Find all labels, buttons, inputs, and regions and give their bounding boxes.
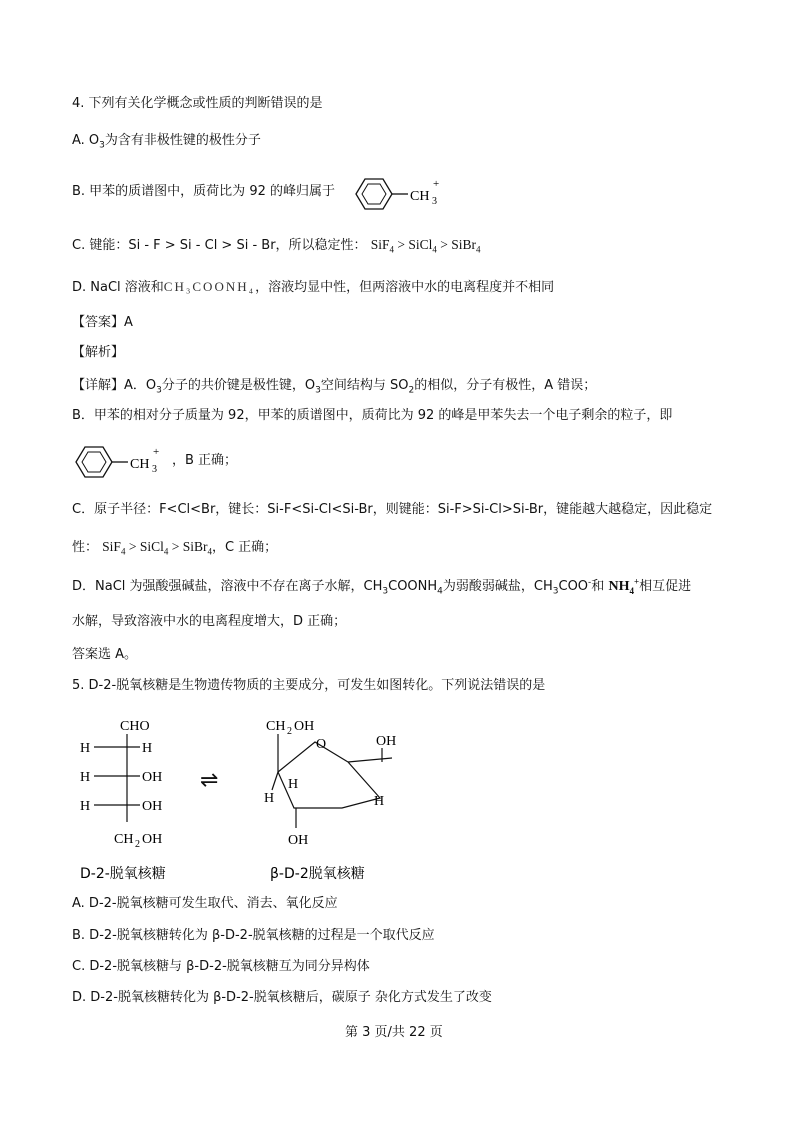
analysis-q4-b-line1: B．甲苯的相对分子质量为 92，甲苯的质谱图中，质荷比为 92 的峰是甲苯失去一个电子剩余的粒子，即 xyxy=(72,408,673,423)
analysis-q4-b-line2: ，B 正确； xyxy=(172,453,238,468)
svg-text:2: 2 xyxy=(135,839,140,850)
svg-text:3: 3 xyxy=(152,464,157,475)
svg-text:OH: OH xyxy=(142,770,163,785)
q4-option-b: B. 甲苯的质谱图中，质荷比为 92 的峰归属于 xyxy=(72,184,335,199)
svg-text:2: 2 xyxy=(287,726,292,737)
stability-formula-1: SiF$_4$ > SiCl$_4$ > SiBr$_4$ xyxy=(370,237,481,255)
svg-text:β-D-2脱氧核糖: β-D-2脱氧核糖 xyxy=(270,866,365,882)
equilibrium-arrow: ⇌ xyxy=(200,768,219,793)
ch3coonh4-formula: CH₃COONH₄ xyxy=(163,279,256,294)
analysis-q4-a: 【详解】A．$O_3$分子的共价键是极性键，$O_3$空间结构与 $SO_2$的相似，分子有极性，A 错误； xyxy=(72,378,597,396)
analysis-q4-d-line1: D．NaCl 为强酸强碱盐，溶液中不存在离子水解，$CH_3COONH_4$为弱酸弱碱盐，$CH_3COO^-$和 $NH_4^+$相互促进 xyxy=(72,576,692,597)
svg-text:OH: OH xyxy=(142,832,163,847)
q5-stem: 5. D-2-脱氧核糖是生物遗传物质的主要成分，可发生如图转化。下列说法错误的是 xyxy=(72,678,546,693)
analysis-q4-label: 【解析】 xyxy=(72,345,125,360)
svg-text:+: + xyxy=(153,446,160,458)
q5-option-c: C. D-2-脱氧核糖与 β-D-2-脱氧核糖互为同分异构体 xyxy=(72,959,370,974)
svg-text:H: H xyxy=(288,777,299,792)
toluene-cation-structure-2 xyxy=(72,438,172,484)
svg-text:OH: OH xyxy=(142,799,163,814)
q4-option-a: A. $O_3$为含有非极性键的极性分子 xyxy=(72,133,261,151)
svg-text:H: H xyxy=(142,741,153,756)
svg-text:CH: CH xyxy=(130,457,150,472)
page-footer: 第 3 页/共 22 页 xyxy=(345,1025,443,1040)
answer-q4: 【答案】A xyxy=(72,315,133,330)
stability-formula-2: SiF$_4$ > SiCl$_4$ > SiBr$_4$ xyxy=(102,539,212,557)
q4-option-d: D. NaCl 溶液和CH₃COONH₄，溶液均显中性，但两溶液中水的电离程度并不相同 xyxy=(72,279,555,295)
svg-text:+: + xyxy=(433,178,440,190)
svg-text:CHO: CHO xyxy=(120,719,150,734)
q5-option-a: A. D-2-脱氧核糖可发生取代、消去、氧化反应 xyxy=(72,896,338,911)
q4-stem: 4. 下列有关化学概念或性质的判断错误的是 xyxy=(72,96,323,111)
q5-option-d: D. D-2-脱氧核糖转化为 β-D-2-脱氧核糖后，碳原子 杂化方式发生了改变 xyxy=(72,990,492,1005)
svg-text:H: H xyxy=(374,794,385,809)
svg-text:OH: OH xyxy=(376,734,397,749)
d2-deoxyribose-fischer xyxy=(72,710,222,885)
svg-text:OH: OH xyxy=(288,833,309,848)
analysis-q4-c-line2: 性： SiF$_4$ > SiCl$_4$ > SiBr$_4$，C 正确； xyxy=(72,539,278,557)
svg-text:CH: CH xyxy=(410,189,430,204)
nh4-ion: $NH_4^+$ xyxy=(608,576,640,596)
q4-option-c: C. 键能：Si - F > Si - Cl > Si - Br，所以稳定性： SiF$_4$ > SiCl$_4$ > SiBr$_4$ xyxy=(72,237,481,255)
svg-text:D-2-脱氧核糖: D-2-脱氧核糖 xyxy=(80,866,166,882)
svg-text:O: O xyxy=(316,737,327,752)
svg-text:CH: CH xyxy=(266,719,286,734)
q5-option-b: B. D-2-脱氧核糖转化为 β-D-2-脱氧核糖的过程是一个取代反应 xyxy=(72,928,435,943)
analysis-q4-c-line1: C．原子半径：F<Cl<Br，键长：Si-F<Si-Cl<Si-Br，则键能：Si-F>Si-Cl>Si-Br，键能越大越稳定，因此稳定 xyxy=(72,502,713,517)
beta-d2-deoxyribose-ring xyxy=(260,710,420,885)
analysis-q4-d-line2: 水解，导致溶液中水的电离程度增大，D 正确； xyxy=(72,614,347,629)
toluene-cation-structure-1 xyxy=(352,170,452,216)
analysis-q4-final: 答案选 A。 xyxy=(72,647,138,662)
svg-text:H: H xyxy=(264,791,275,806)
svg-text:H: H xyxy=(80,741,91,756)
svg-text:OH: OH xyxy=(294,719,315,734)
svg-text:H: H xyxy=(80,770,91,785)
svg-text:CH: CH xyxy=(114,832,134,847)
svg-text:H: H xyxy=(80,799,91,814)
svg-text:3: 3 xyxy=(432,196,437,207)
